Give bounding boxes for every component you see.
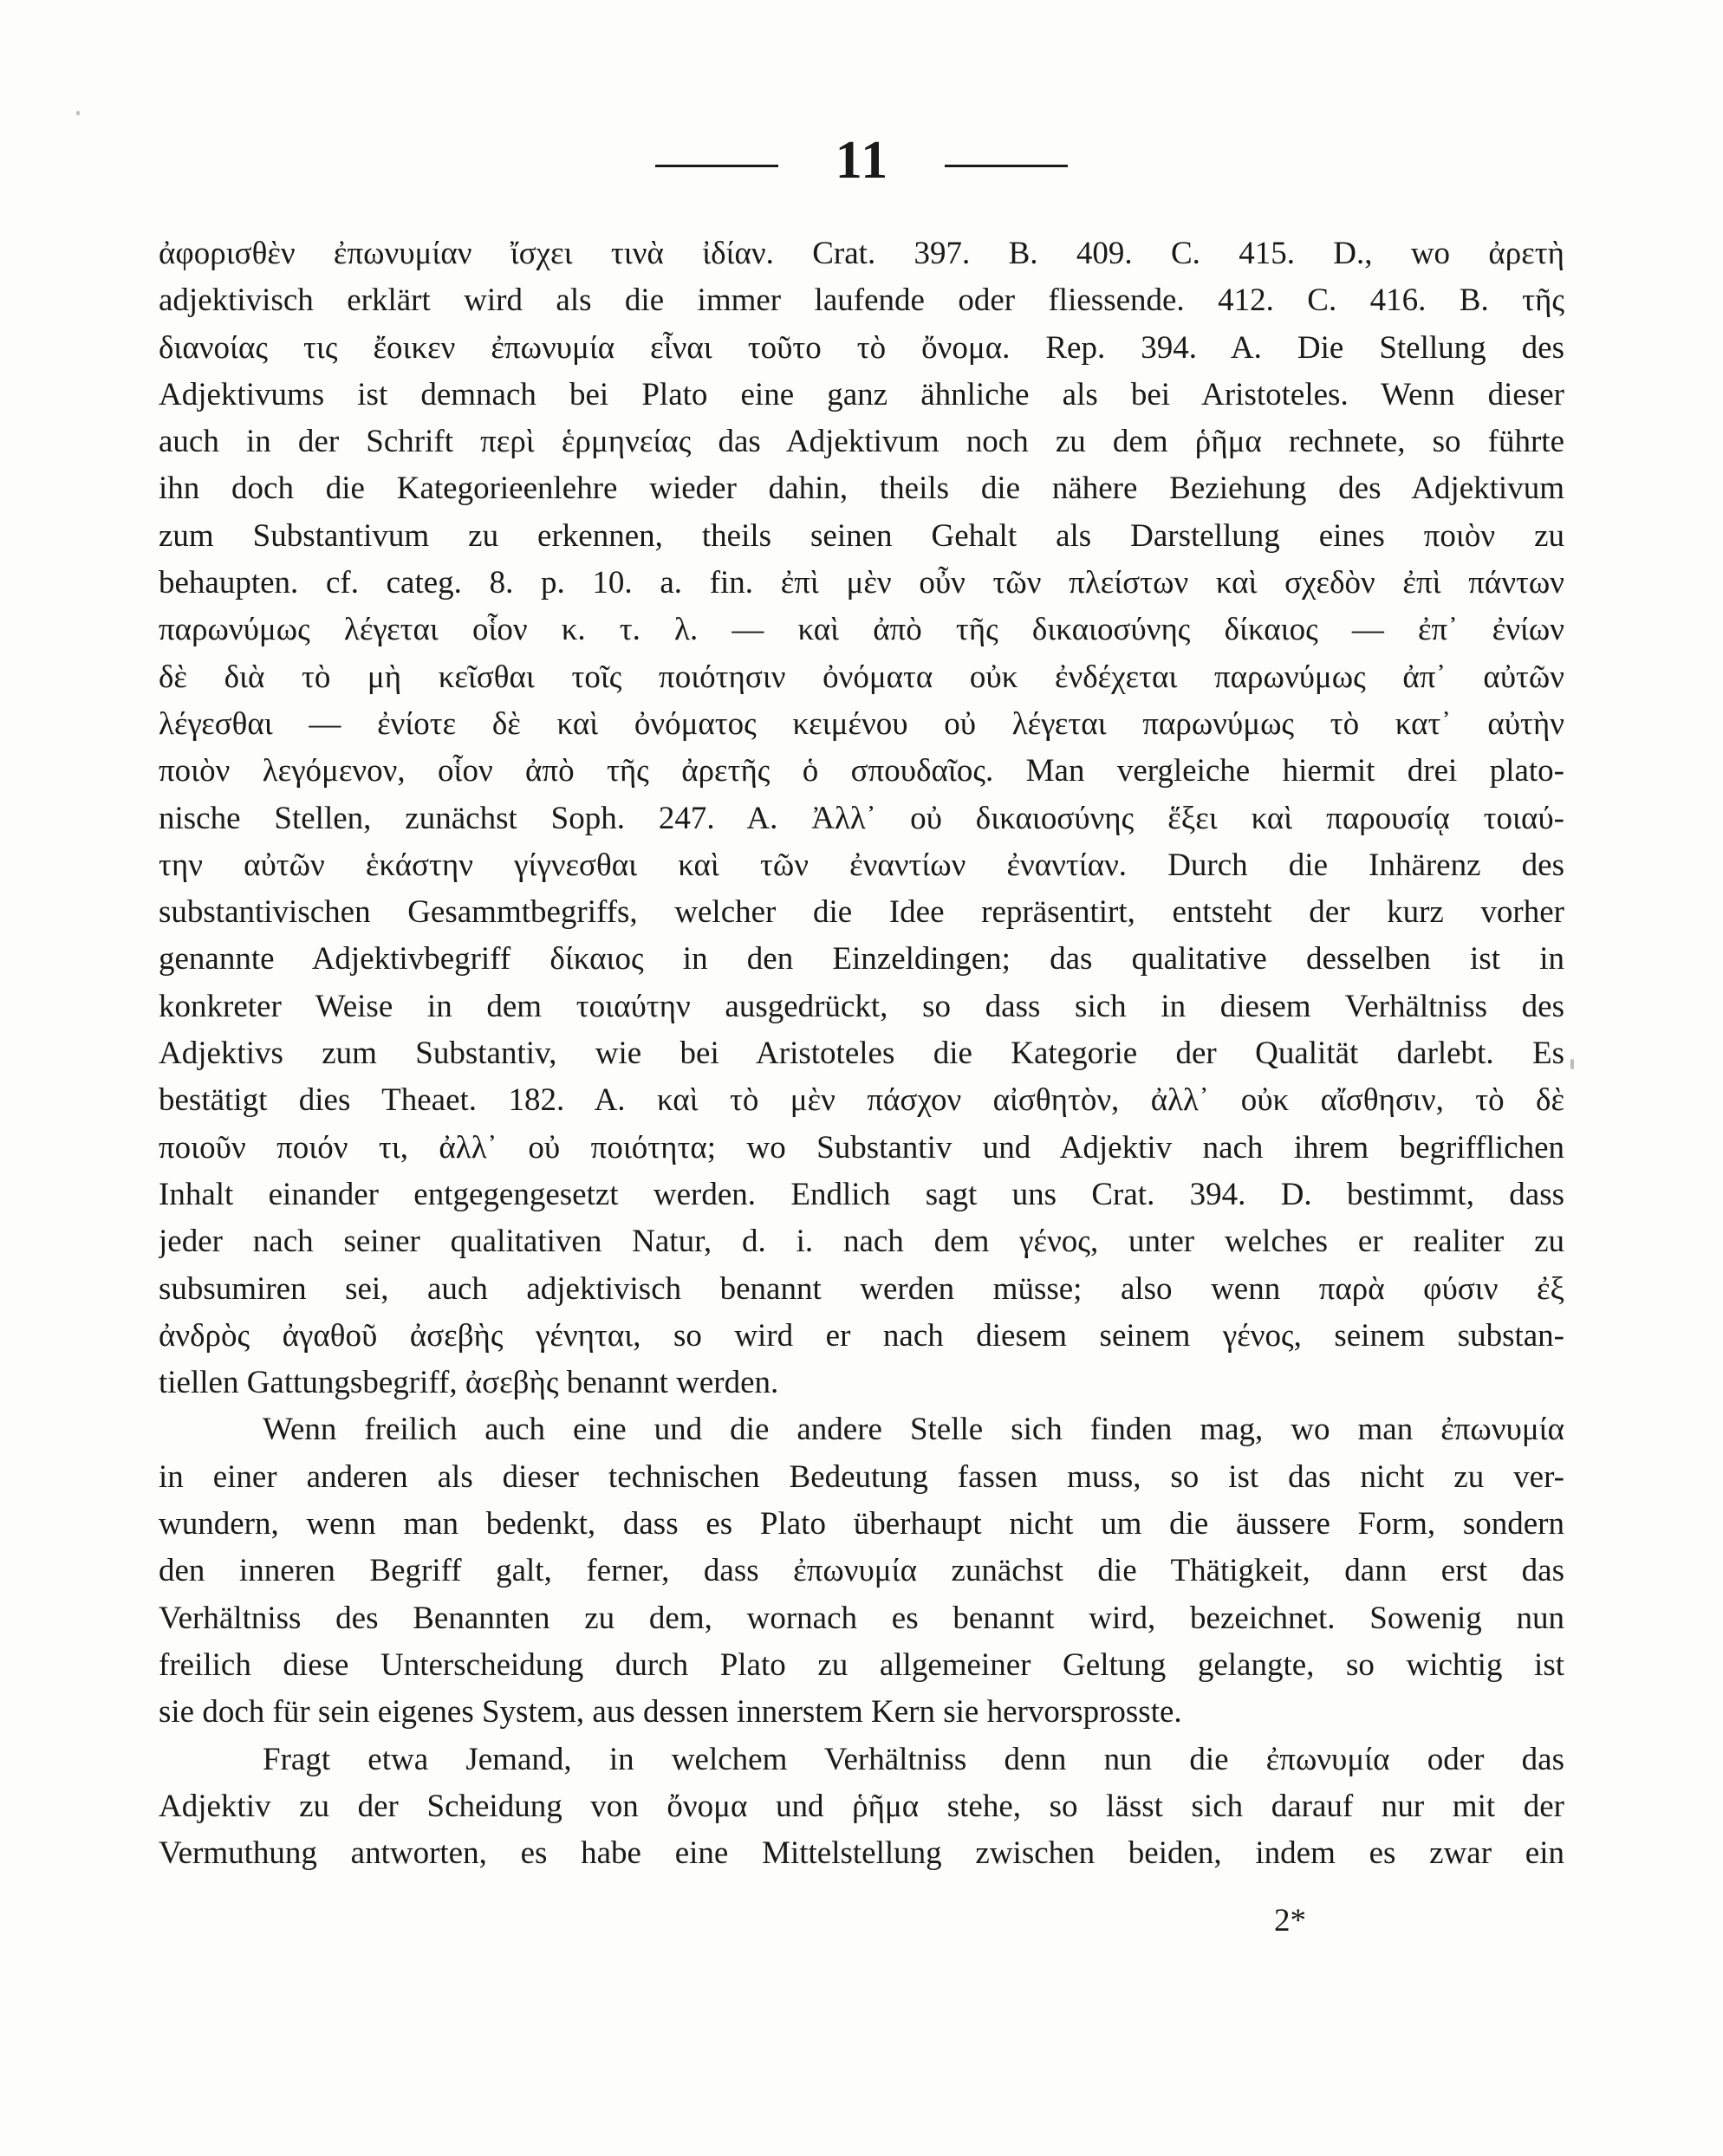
text-line: παρωνύμως λέγεται οἷον κ. τ. λ. — καὶ ἀπὸ τῆς δικαιοσύνης δίκαιος — ἐπ᾿ ἐνίων — [159, 612, 1564, 648]
text-line: nische Stellen, zunächst Soph. 247. A. Ἀλλ᾿ οὐ δικαιοσύνης ἕξει καὶ παρουσίᾳ τοιαύ- — [159, 800, 1564, 836]
text-line: in einer anderen als dieser technischen Bedeutung fassen muss, so ist das nicht zu ver- — [159, 1458, 1564, 1495]
text-line: Fragt etwa Jemand, in welchem Verhältniss denn nun die ἐπωνυμία oder das — [263, 1741, 1564, 1777]
text-line: Vermuthung antworten, es habe eine Mittelstellung zwischen beiden, indem es zwar ein — [159, 1835, 1564, 1872]
text-line: ποιοῦν ποιόν τι, ἀλλ᾿ οὐ ποιότητα; wo Substantiv und Adjektiv nach ihrem begrifflichen — [159, 1129, 1564, 1166]
text-line: ἀνδρὸς ἀγαθοῦ ἀσεβὴς γένηται, so wird er nach diesem seinem γένος, seinem substan- — [159, 1317, 1564, 1354]
page-number: 11 — [835, 131, 890, 190]
text-line: behaupten. cf. categ. 8. p. 10. a. fin. ἐπὶ μὲν οὖν τῶν πλείστων καὶ σχεδὸν ἐπὶ πάντων — [159, 565, 1564, 601]
text-line: Adjektivums ist demnach bei Plato eine ganz ähnliche als bei Aristoteles. Wenn dieser — [159, 376, 1564, 412]
text-line: sie doch für sein eigenes System, aus dessen innerstem Kern sie hervorsprosste. — [159, 1694, 1182, 1731]
text-line: Adjektivs zum Substantiv, wie bei Aristoteles die Kategorie der Qualität darlebt. Es — [159, 1036, 1564, 1072]
text-line: freilich diese Unterscheidung durch Plato zu allgemeiner Geltung gelangte, so wichtig ist — [159, 1646, 1564, 1683]
text-line: Wenn freilich auch eine und die andere Stelle sich finden mag, wo man ἐπωνυμία — [263, 1412, 1564, 1448]
text-line: auch in der Schrift περὶ ἑρμηνείας das Adjektivum noch zu dem ῥῆμα rechnete, so führte — [159, 424, 1564, 460]
text-line: subsumiren sei, auch adjektivisch benannt werden müsse; also wenn παρὰ φύσιν ἐξ — [159, 1270, 1564, 1307]
text-line: Adjektiv zu der Scheidung von ὄνομα und ῥῆμα stehe, so lässt sich darauf nur mit der — [159, 1788, 1564, 1824]
body-text — [159, 231, 1564, 1877]
text-line: διανοίας τις ἔοικεν ἐπωνυμία εἶναι τοῦτο τὸ ὄνομα. Rep. 394. A. Die Stellung des — [159, 329, 1564, 366]
text-line: genannte Adjektivbegriff δίκαιος in den Einzeldingen; das qualitative desselben ist in — [159, 941, 1564, 977]
text-line: Inhalt einander entgegengesetzt werden. Endlich sagt uns Crat. 394. D. bestimmt, dass — [159, 1176, 1564, 1212]
header-rule-right — [945, 165, 1068, 167]
text-line: konkreter Weise in dem τοιαύτην ausgedrückt, so dass sich in diesem Verhältniss des — [159, 988, 1564, 1024]
text-line: την αὐτῶν ἑκάστην γίγνεσθαι καὶ τῶν ἐναντίων ἐναντίαν. Durch die Inhärenz des — [159, 847, 1564, 883]
text-line: bestätigt dies Theaet. 182. A. καὶ τὸ μὲν πάσχον αἰσθητὸν, ἀλλ᾿ οὐκ αἴσθησιν, τὸ δὲ — [159, 1082, 1564, 1119]
scan-speck — [1570, 1059, 1574, 1069]
text-line: substantivischen Gesammtbegriffs, welcher die Idee repräsentirt, entsteht der kurz vorher — [159, 894, 1564, 931]
text-line: tiellen Gattungsbegriff, ἀσεβὴς benannt werden. — [159, 1365, 779, 1401]
scan-speck — [76, 111, 80, 115]
header-rule-left — [655, 165, 778, 167]
text-line: adjektivisch erklärt wird als die immer laufende oder fliessende. 412. C. 416. B. τῆς — [159, 282, 1564, 319]
text-line: ποιὸν λεγόμενον, οἷον ἀπὸ τῆς ἀρετῆς ὁ σπουδαῖος. Man vergleiche hiermit drei plato- — [159, 753, 1564, 789]
text-line: Verhältniss des Benannten zu dem, wornach es benannt wird, bezeichnet. Sowenig nun — [159, 1600, 1564, 1636]
page-header — [0, 130, 1723, 191]
text-line: wundern, wenn man bedenkt, dass es Plato überhaupt nicht um die äussere Form, sondern — [159, 1506, 1564, 1542]
text-line: den inneren Begriff galt, ferner, dass ἐπωνυμία zunächst die Thätigkeit, dann erst das — [159, 1553, 1564, 1589]
signature-mark: 2* — [1274, 1903, 1306, 1938]
text-line: jeder nach seiner qualitativen Natur, d. i. nach dem γένος, unter welches er realiter zu — [159, 1224, 1564, 1260]
text-line: ihn doch die Kategorieenlehre wieder dahin, theils die nähere Beziehung des Adjektivum — [159, 471, 1564, 507]
text-line: zum Substantivum zu erkennen, theils seinen Gehalt als Darstellung eines ποιὸν zu — [159, 517, 1564, 554]
text-line: λέγεσθαι — ἐνίοτε δὲ καὶ ὀνόματος κειμένου οὐ λέγεται παρωνύμως τὸ κατ᾿ αὐτὴν — [159, 705, 1564, 742]
text-line: ἀφορισθὲν ἐπωνυμίαν ἴσχει τινὰ ἰδίαν. Crat. 397. B. 409. C. 415. D., wo ἀρετὴ — [159, 236, 1564, 271]
text-line: δὲ διὰ τὸ μὴ κεῖσθαι τοῖς ποιότησιν ὀνόματα οὐκ ἐνδέχεται παρωνύμως ἀπ᾿ αὐτῶν — [159, 659, 1564, 695]
